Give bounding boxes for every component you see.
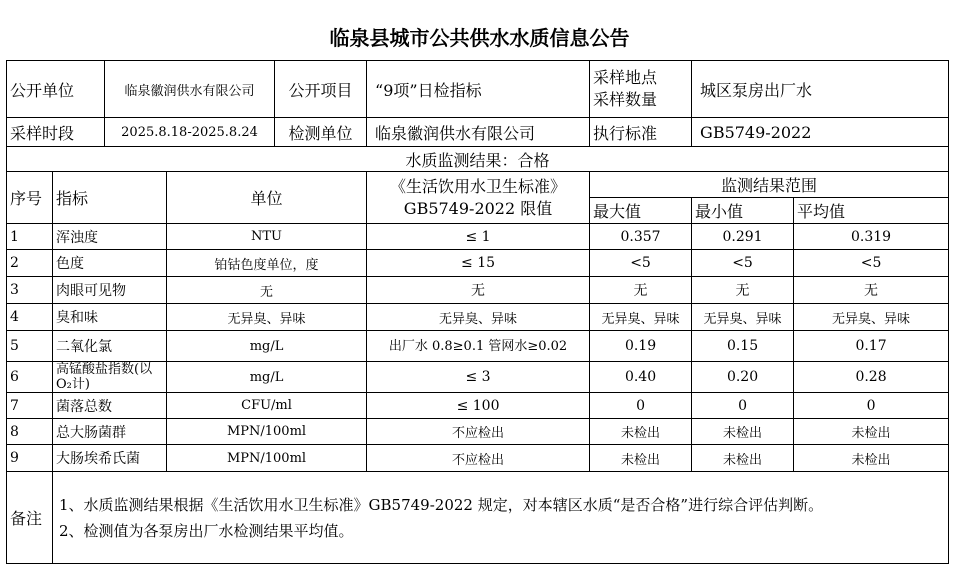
row-indicator: 大肠埃希氏菌: [53, 445, 167, 472]
row-avg: 无异臭、异味: [794, 304, 949, 331]
row-seq: 8: [7, 419, 53, 445]
row-unit: mg/L: [167, 362, 367, 393]
row-min: 0.20: [692, 362, 794, 393]
header-limit: [367, 172, 590, 224]
header-range: 监测结果范围: [590, 172, 949, 198]
row-unit: MPN/100ml: [167, 445, 367, 472]
standard-label: 执行标准: [590, 118, 692, 147]
water-quality-table: [6, 60, 949, 564]
row-seq: 1: [7, 224, 53, 250]
header-min: 最小值: [692, 198, 794, 224]
row-indicator: 菌落总数: [53, 393, 167, 419]
sampling-count-label: 采样数量: [593, 90, 658, 109]
row-indicator: 肉眼可见物: [53, 277, 167, 304]
row-unit: mg/L: [167, 331, 367, 362]
row-min: 无异臭、异味: [692, 304, 794, 331]
table-row: [7, 362, 949, 393]
row-seq: 6: [7, 362, 53, 393]
row-seq: 5: [7, 331, 53, 362]
sampling-location-label-cell: [590, 61, 692, 118]
row-min: 0: [692, 393, 794, 419]
disclosure-item-value: “9项”日检指标: [367, 61, 590, 118]
table-row: [7, 250, 949, 277]
row-avg: <5: [794, 250, 949, 277]
row-seq: 7: [7, 393, 53, 419]
row-seq: 2: [7, 250, 53, 277]
row-limit: 不应检出: [367, 445, 590, 472]
testing-unit-value: 临泉徽润供水有限公司: [367, 118, 590, 147]
row-limit: 不应检出: [367, 419, 590, 445]
table-row: [7, 331, 949, 362]
testing-unit-label: 检测单位: [275, 118, 367, 147]
row-max: 0.357: [590, 224, 692, 250]
row-indicator: 色度: [53, 250, 167, 277]
row-seq: 3: [7, 277, 53, 304]
row-max: <5: [590, 250, 692, 277]
row-limit: 无异臭、异味: [367, 304, 590, 331]
row-max: 0.19: [590, 331, 692, 362]
header-limit-line2: GB5749-2022 限值: [403, 198, 553, 218]
sampling-location-label: 采样地点: [593, 68, 658, 87]
row-min: 无: [692, 277, 794, 304]
remarks-body: [53, 472, 949, 564]
page-title: 临泉县城市公共供水水质信息公告: [329, 26, 630, 50]
row-limit: ≤ 3: [367, 362, 590, 393]
row-limit: 出厂水 0.8≥0.1 管网水≥0.02: [367, 331, 590, 362]
row-indicator: 高锰酸盐指数(以O₂计): [53, 362, 167, 393]
row-unit: MPN/100ml: [167, 419, 367, 445]
table-row: [7, 445, 949, 472]
row-min: 未检出: [692, 445, 794, 472]
row-avg: 无: [794, 277, 949, 304]
header-indicator: 指标: [53, 172, 167, 224]
table-row: [7, 304, 949, 331]
row-limit: ≤ 100: [367, 393, 590, 419]
row-min: 未检出: [692, 419, 794, 445]
row-avg: 未检出: [794, 419, 949, 445]
row-limit: ≤ 15: [367, 250, 590, 277]
row-min: 0.15: [692, 331, 794, 362]
table-row: [7, 419, 949, 445]
row-max: 0.40: [590, 362, 692, 393]
row-seq: 4: [7, 304, 53, 331]
row-limit: 无: [367, 277, 590, 304]
row-avg: 0.28: [794, 362, 949, 393]
sampling-location-value: 城区泵房出厂水: [692, 61, 949, 118]
row-avg: 0.319: [794, 224, 949, 250]
remarks-line1: 1、水质监测结果根据《生活饮用水卫生标准》GB5749-2022 规定，对本辖区水质“是否合格”进行综合评估判断。: [59, 495, 824, 514]
header-seq: 序号: [7, 172, 53, 224]
sampling-time-label: 采样时段: [7, 118, 105, 147]
table-row: [7, 277, 949, 304]
row-max: 未检出: [590, 419, 692, 445]
row-avg: 0: [794, 393, 949, 419]
result-banner: 水质监测结果：合格: [7, 147, 949, 172]
header-avg: 平均值: [794, 198, 949, 224]
row-max: 0: [590, 393, 692, 419]
row-avg: 0.17: [794, 331, 949, 362]
row-indicator: 二氧化氯: [53, 331, 167, 362]
row-seq: 9: [7, 445, 53, 472]
row-min: <5: [692, 250, 794, 277]
header-max: 最大值: [590, 198, 692, 224]
row-max: 无: [590, 277, 692, 304]
row-avg: 未检出: [794, 445, 949, 472]
row-min: 0.291: [692, 224, 794, 250]
row-unit: 无异臭、异味: [167, 304, 367, 331]
sampling-time-value: 2025.8.18-2025.8.24: [105, 118, 275, 147]
disclosure-item-label: 公开项目: [275, 61, 367, 118]
remarks-label: 备注: [7, 472, 53, 564]
table-row: [7, 393, 949, 419]
row-indicator: 浑浊度: [53, 224, 167, 250]
disclosure-unit-value: 临泉徽润供水有限公司: [105, 61, 275, 118]
row-limit: ≤ 1: [367, 224, 590, 250]
row-unit: 铂钴色度单位，度: [167, 250, 367, 277]
table-row: [7, 224, 949, 250]
row-indicator: 臭和味: [53, 304, 167, 331]
row-max: 未检出: [590, 445, 692, 472]
row-max: 无异臭、异味: [590, 304, 692, 331]
header-unit: 单位: [167, 172, 367, 224]
disclosure-unit-label: 公开单位: [7, 61, 105, 118]
header-limit-line1: 《生活饮用水卫生标准》: [390, 176, 567, 196]
remarks-line2: 2、检测值为各泵房出厂水检测结果平均值。: [59, 521, 354, 540]
standard-value: GB5749-2022: [692, 118, 949, 147]
row-unit: NTU: [167, 224, 367, 250]
row-unit: 无: [167, 277, 367, 304]
row-unit: CFU/ml: [167, 393, 367, 419]
row-indicator: 总大肠菌群: [53, 419, 167, 445]
